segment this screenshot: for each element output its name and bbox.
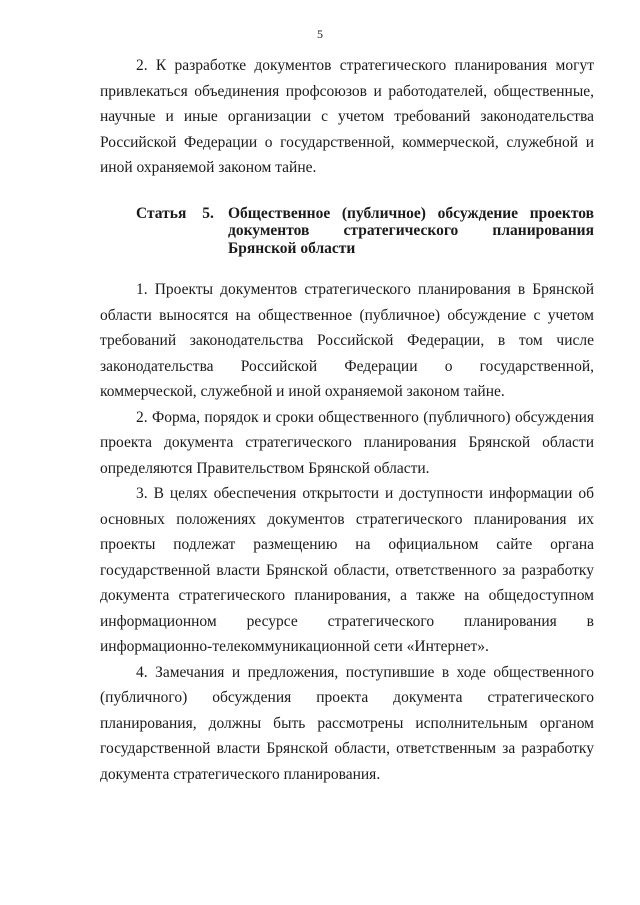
document-body	[100, 53, 594, 787]
page-number: 5	[317, 27, 323, 41]
paragraph-1: 1. Проекты документов стратегического планирования в Брянской области выносятся на общественное (публичное) обсуждение с учетом требований законодательства Российской Федерации, в том числе законодательства Российской Федерации о государственной, коммерческой, служебной и иной охраняемой законом тайне.	[100, 281, 594, 400]
paragraph-2-article-4: 2. К разработке документов стратегического планирования могут привлекаться объединения профсоюзов и работодателей, общественные, научные и иные организации с учетом требований законодательства Российской Федерации о государственной, коммерческой, служебной и иной охраняемой законом тайне.	[100, 57, 594, 176]
paragraph-2: 2. Форма, порядок и сроки общественного (публичного) обсуждения проекта документа стратегического планирования Брянской области определяются Правительством Брянской области.	[100, 408, 594, 477]
article-label: Статья 5.	[136, 204, 214, 222]
article-title: Общественное (публичное) обсуждение проектов документов стратегического планирования Брянской области	[228, 204, 594, 257]
paragraph-4: 4. Замечания и предложения, поступившие в ходе общественного (публичного) обсуждения проекта документа стратегического планирования, должны быть рассмотрены исполнительным органом государственной власти Брянской области, ответственным за разработку документа стратегического планирования.	[100, 663, 594, 783]
article-heading	[100, 205, 594, 258]
paragraph-3: 3. В целях обеспечения открытости и доступности информации об основных положениях документов стратегического планирования их проекты подлежат размещению на официальном сайте органа государственной власти Брянской области, ответственного за разработку документа стратегического планирования, а также на общедоступном информационном ресурсе стратегического планирования в информационно-телекоммуникационной сети «Интернет».	[100, 485, 594, 655]
